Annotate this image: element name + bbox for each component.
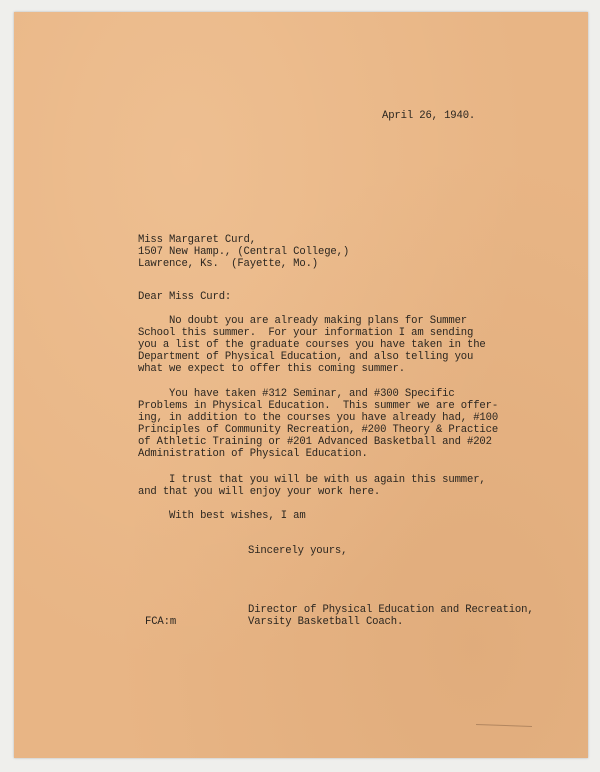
body-line: School this summer. For your information I am sending bbox=[138, 327, 474, 339]
recipient-line: 1507 New Hamp., (Central College,) bbox=[138, 246, 350, 258]
body-line: Administration of Physical Education. bbox=[138, 448, 368, 460]
body-line: of Athletic Training or #201 Advanced Basketball and #202 bbox=[138, 436, 492, 448]
body-line: Principles of Community Recreation, #200 Theory & Practice bbox=[138, 424, 499, 436]
body-paragraph-1 bbox=[138, 315, 486, 375]
body-line: Department of Physical Education, and also telling you bbox=[138, 351, 474, 363]
body-line: Problems in Physical Education. This summer we are offer- bbox=[138, 400, 499, 412]
body-line: With best wishes, I am bbox=[138, 510, 306, 522]
body-paragraph-3 bbox=[138, 474, 486, 498]
salutation: Dear Miss Curd: bbox=[138, 291, 232, 303]
letter-page bbox=[14, 12, 588, 758]
typist-initials: FCA:m bbox=[145, 616, 177, 628]
body-line: No doubt you are already making plans for Summer bbox=[138, 315, 467, 327]
recipient-address bbox=[138, 234, 349, 270]
recipient-line: Miss Margaret Curd, bbox=[138, 234, 256, 246]
signature-block bbox=[248, 604, 534, 628]
body-line: what we expect to offer this coming summer. bbox=[138, 363, 405, 375]
recipient-line: Lawrence, Ks. (Fayette, Mo.) bbox=[138, 258, 319, 270]
body-paragraph-4 bbox=[138, 510, 306, 522]
signature-line: Varsity Basketball Coach. bbox=[248, 616, 404, 628]
body-line: You have taken #312 Seminar, and #300 Specific bbox=[138, 388, 455, 400]
letter-date: April 26, 1940. bbox=[382, 110, 476, 122]
body-line: I trust that you will be with us again this summer, bbox=[138, 474, 486, 486]
body-line: ing, in addition to the courses you have already had, #100 bbox=[138, 412, 499, 424]
body-line: you a list of the graduate courses you have taken in the bbox=[138, 339, 486, 351]
signature-line: Director of Physical Education and Recreation, bbox=[248, 604, 534, 616]
body-paragraph-2 bbox=[138, 388, 498, 460]
closing: Sincerely yours, bbox=[248, 545, 348, 557]
body-line: and that you will enjoy your work here. bbox=[138, 486, 381, 498]
pencil-mark bbox=[476, 724, 532, 727]
